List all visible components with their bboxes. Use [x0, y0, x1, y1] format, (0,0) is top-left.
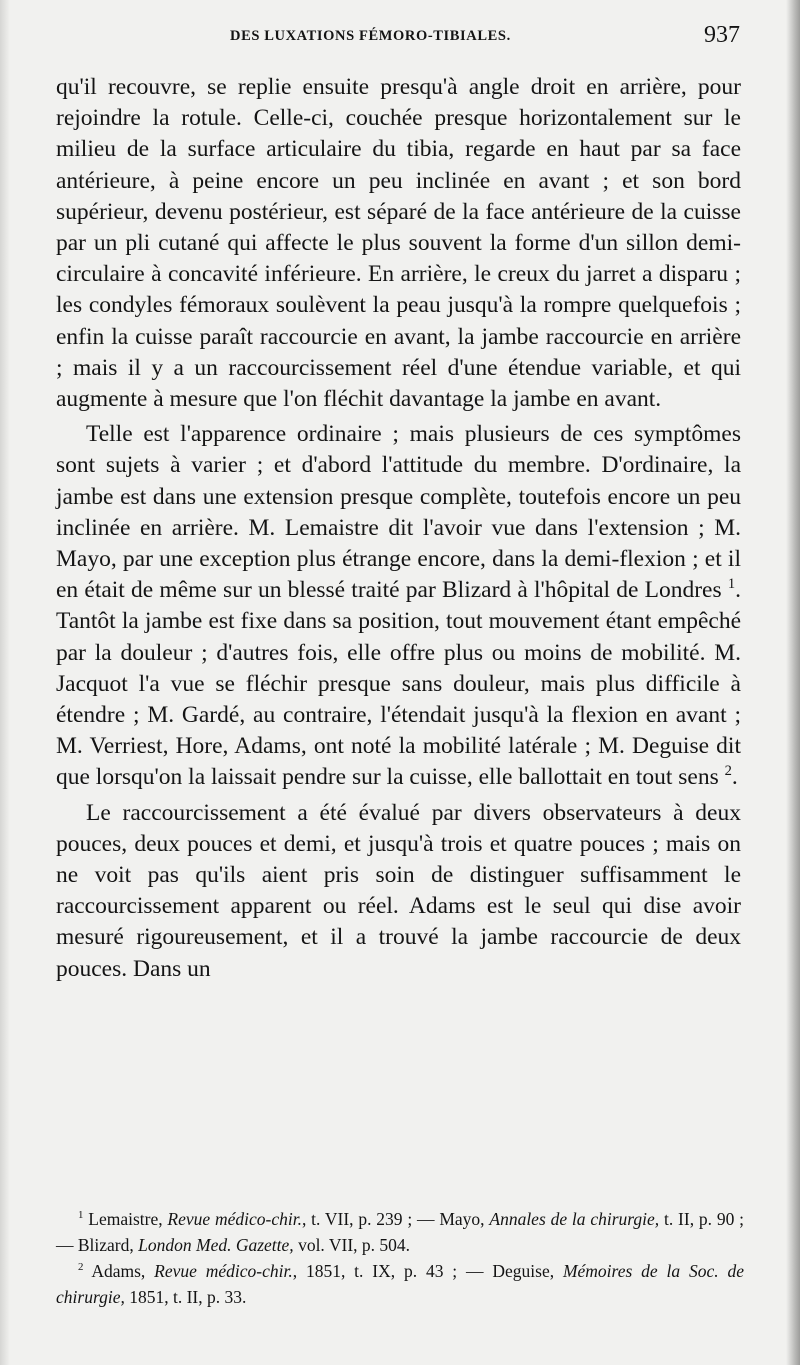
- footnote-text: vol. VII, p. 504.: [293, 1235, 411, 1255]
- main-text: [56, 72, 741, 985]
- footnote-ref: 2: [724, 763, 732, 780]
- footnote-text: 1851, t. II, p. 33.: [124, 1287, 247, 1307]
- paragraph-text: . Tantôt la jambe est fixe dans sa position, tout mouvement étant empêché par la douleur ; d'autres fois, elle offre plus ou moins de mobilité. M. Jacquot l'a vue se fléchir presque sans douleur, mais plus difficile à étendre ; M. Gardé, au contraire, l'étendait jusqu'à la flexion en avant ; M. Verriest, Hore, Adams, ont noté la mobilité latérale ; M. Deguise dit que lorsqu'on la laissait pendre sur la cuisse, elle ballottait en tout sens: [56, 577, 742, 791]
- paragraph: qu'il recouvre, se replie ensuite presqu'à angle droit en arrière, pour rejoindre la rotule. Celle-ci, couchée presque horizontalement sur le milieu de la surface articulaire du tibia, regarde en haut par sa face antérieure, à peine encore un peu inclinée en avant ; et son bord supérieur, devenu postérieur, est séparé de la face antérieure de la cuisse par un pli cutané qui affecte le plus souvent la forme d'un sillon demi-circulaire à concavité inférieure. En arrière, le creux du jarret a disparu ; les condyles fémoraux soulèvent la peau jusqu'à la rompre quelquefois ; enfin la cuisse paraît raccourcie en avant, la jambe raccourcie en arrière ; mais il y a un raccourcissement réel d'une étendue variable, et qui augmente à mesure que l'on fléchit davantage la jambe en avant.: [56, 74, 741, 413]
- page-right-shadow: [786, 0, 800, 1365]
- page-left-shadow: [0, 0, 10, 1365]
- paragraph-text: Telle est l'apparence ordinaire ; mais plusieurs de ces symptômes sont sujets à varier ; et d'abord l'attitude du membre. D'ordinaire, la jambe est dans une extension presque complète, toutefois encore un peu inclinée en arrière. M. Lemaistre dit l'avoir vue dans l'extension ; M. Mayo, par une exception plus étrange encore, dans la demi-flexion ; et il en était de même sur un blessé traité par Blizard à l'hôpital de Londres: [56, 421, 741, 604]
- footnote-mark: 2: [78, 1261, 84, 1274]
- footnote: [56, 1258, 744, 1310]
- footnote-text: , 1851, t. IX, p. 43 ; — Deguise,: [292, 1261, 563, 1281]
- footnote-title: Mémoires de la Soc. de chirurgie,: [56, 1261, 744, 1307]
- footnote-text: Adams,: [91, 1261, 155, 1281]
- footnote-title: Annales de la chirurgie,: [489, 1209, 660, 1229]
- paragraph: Telle est l'apparence ordinaire ; mais plusieurs de ces symptômes sont sujets à varier ; et d'abord l'attitude du membre. D'ordinaire, la jambe est dans une extension presque complète, toutefois encore un peu inclinée en arrière. M. Lemaistre dit l'avoir vue dans l'extension ; M. Mayo, par une exception plus étrange encore, dans la demi-flexion ; et il en était de même sur un blessé traité par Blizard à l'hôpital de Londres $^1$. Tantôt la jambe est fixe dans sa position, tout mouvement étant empêché par la douleur ; d'autres fois, elle offre plus ou moins de mobilité. M. Jacquot l'a vue se fléchir presque sans douleur, mais plus difficile à étendre ; M. Gardé, au contraire, l'étendait jusqu'à la flexion en avant ; M. Verriest, Hore, Adams, ont noté la mobilité latérale ; M. Deguise dit que lorsqu'on la laissait pendre sur la cuisse, elle ballottait en tout sens $^2$.: [56, 421, 742, 791]
- footnote-ref: 1: [727, 576, 736, 593]
- footnote-title: London Med. Gazette,: [138, 1235, 294, 1255]
- footnote-mark: 1: [78, 1209, 84, 1222]
- footnote-text: Lemaistre,: [88, 1209, 168, 1229]
- footnote-text: , t. VII, p. 239 ; — Mayo,: [301, 1209, 490, 1229]
- running-head: DES LUXATIONS FÉMORO-TIBIALES.: [230, 28, 511, 44]
- footnote-title: Revue médico-chir.: [167, 1209, 302, 1229]
- footnote-text: t. II, p. 90 ; — Blizard,: [56, 1209, 745, 1255]
- footnote-title: Revue médico-chir.: [154, 1261, 293, 1281]
- footnote: [56, 1206, 744, 1258]
- page-number: 937: [704, 22, 740, 48]
- paragraph: Le raccourcissement a été évalué par divers observateurs à deux pouces, deux pouces et demi, et jusqu'à trois et quatre pouces ; mais on ne voit pas qu'ils aient pris soin de distinguer suffisamment le raccourcissement apparent ou réel. Adams est le seul qui dise avoir mesuré rigoureusement, et il a trouvé la jambe raccourcie de deux pouces. Dans un: [56, 799, 741, 982]
- footnotes: [56, 1206, 744, 1310]
